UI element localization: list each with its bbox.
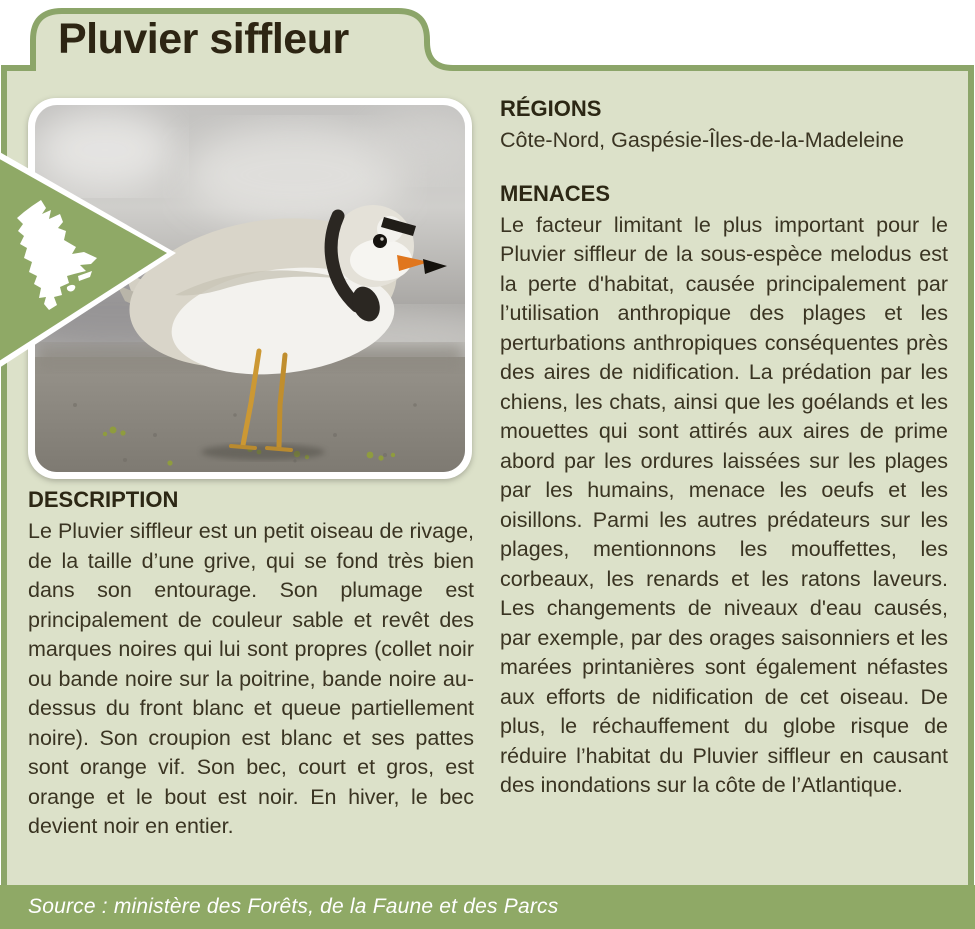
source-text: Source : ministère des Forêts, de la Faune et des Parcs	[28, 895, 559, 918]
regions-body: Côte-Nord, Gaspésie-Îles-de-la-Madeleine	[500, 128, 904, 152]
menaces-heading: MENACES	[500, 180, 611, 206]
menaces-body: Le facteur limitant le plus important pour le Pluvier siffleur de la sous-espèce melodus est la perte d'habitat, causée principalement par l’utilisation anthropique des plages et les perturbations anthropiques conséquentes près des aires de nidification. La prédation par les chiens, les chats, ainsi que les goélands et les mouettes qui sont attirés aux aires de prime abord par les ordures laissées sur les plages par les humains, menace les oeufs et les oisillons. Parmi les autres prédateurs sur les plages, mentionnons les mouffettes, les corbeaux, les renards et les ratons laveurs. Les changements de niveaux d'eau causés, par exemple, par des orages saisonniers et les marées printanières sont également néfastes aux efforts de nidification de cet oiseau. De plus, le réchauffement du globe risque de réduire l’habitat du Pluvier siffleur en causant des inondations sur la côte de l’Atlantique.	[500, 212, 948, 797]
left-column	[28, 488, 474, 842]
description-body: Le Pluvier siffleur est un petit oiseau de rivage, de la taille d’une grive, qui se fond très bien dans son entourage. Son plumage est principalement de couleur sable et revêt des marques noires qui lui sont propres (collet noir ou bande noire sur la poitrine, bande noire au-dessus du front blanc et queue partiellement noire). Son croupion est blanc et ses pattes sont orange vif. Son bec, court et gros, est orange et le bout est noir. En hiver, le bec devient noir en entier.	[28, 519, 474, 838]
description-heading: DESCRIPTION	[28, 487, 179, 512]
regions-heading: RÉGIONS	[500, 96, 602, 121]
right-column	[500, 97, 948, 801]
source-bar	[0, 885, 975, 929]
page-title: Pluvier siffleur	[58, 15, 349, 63]
